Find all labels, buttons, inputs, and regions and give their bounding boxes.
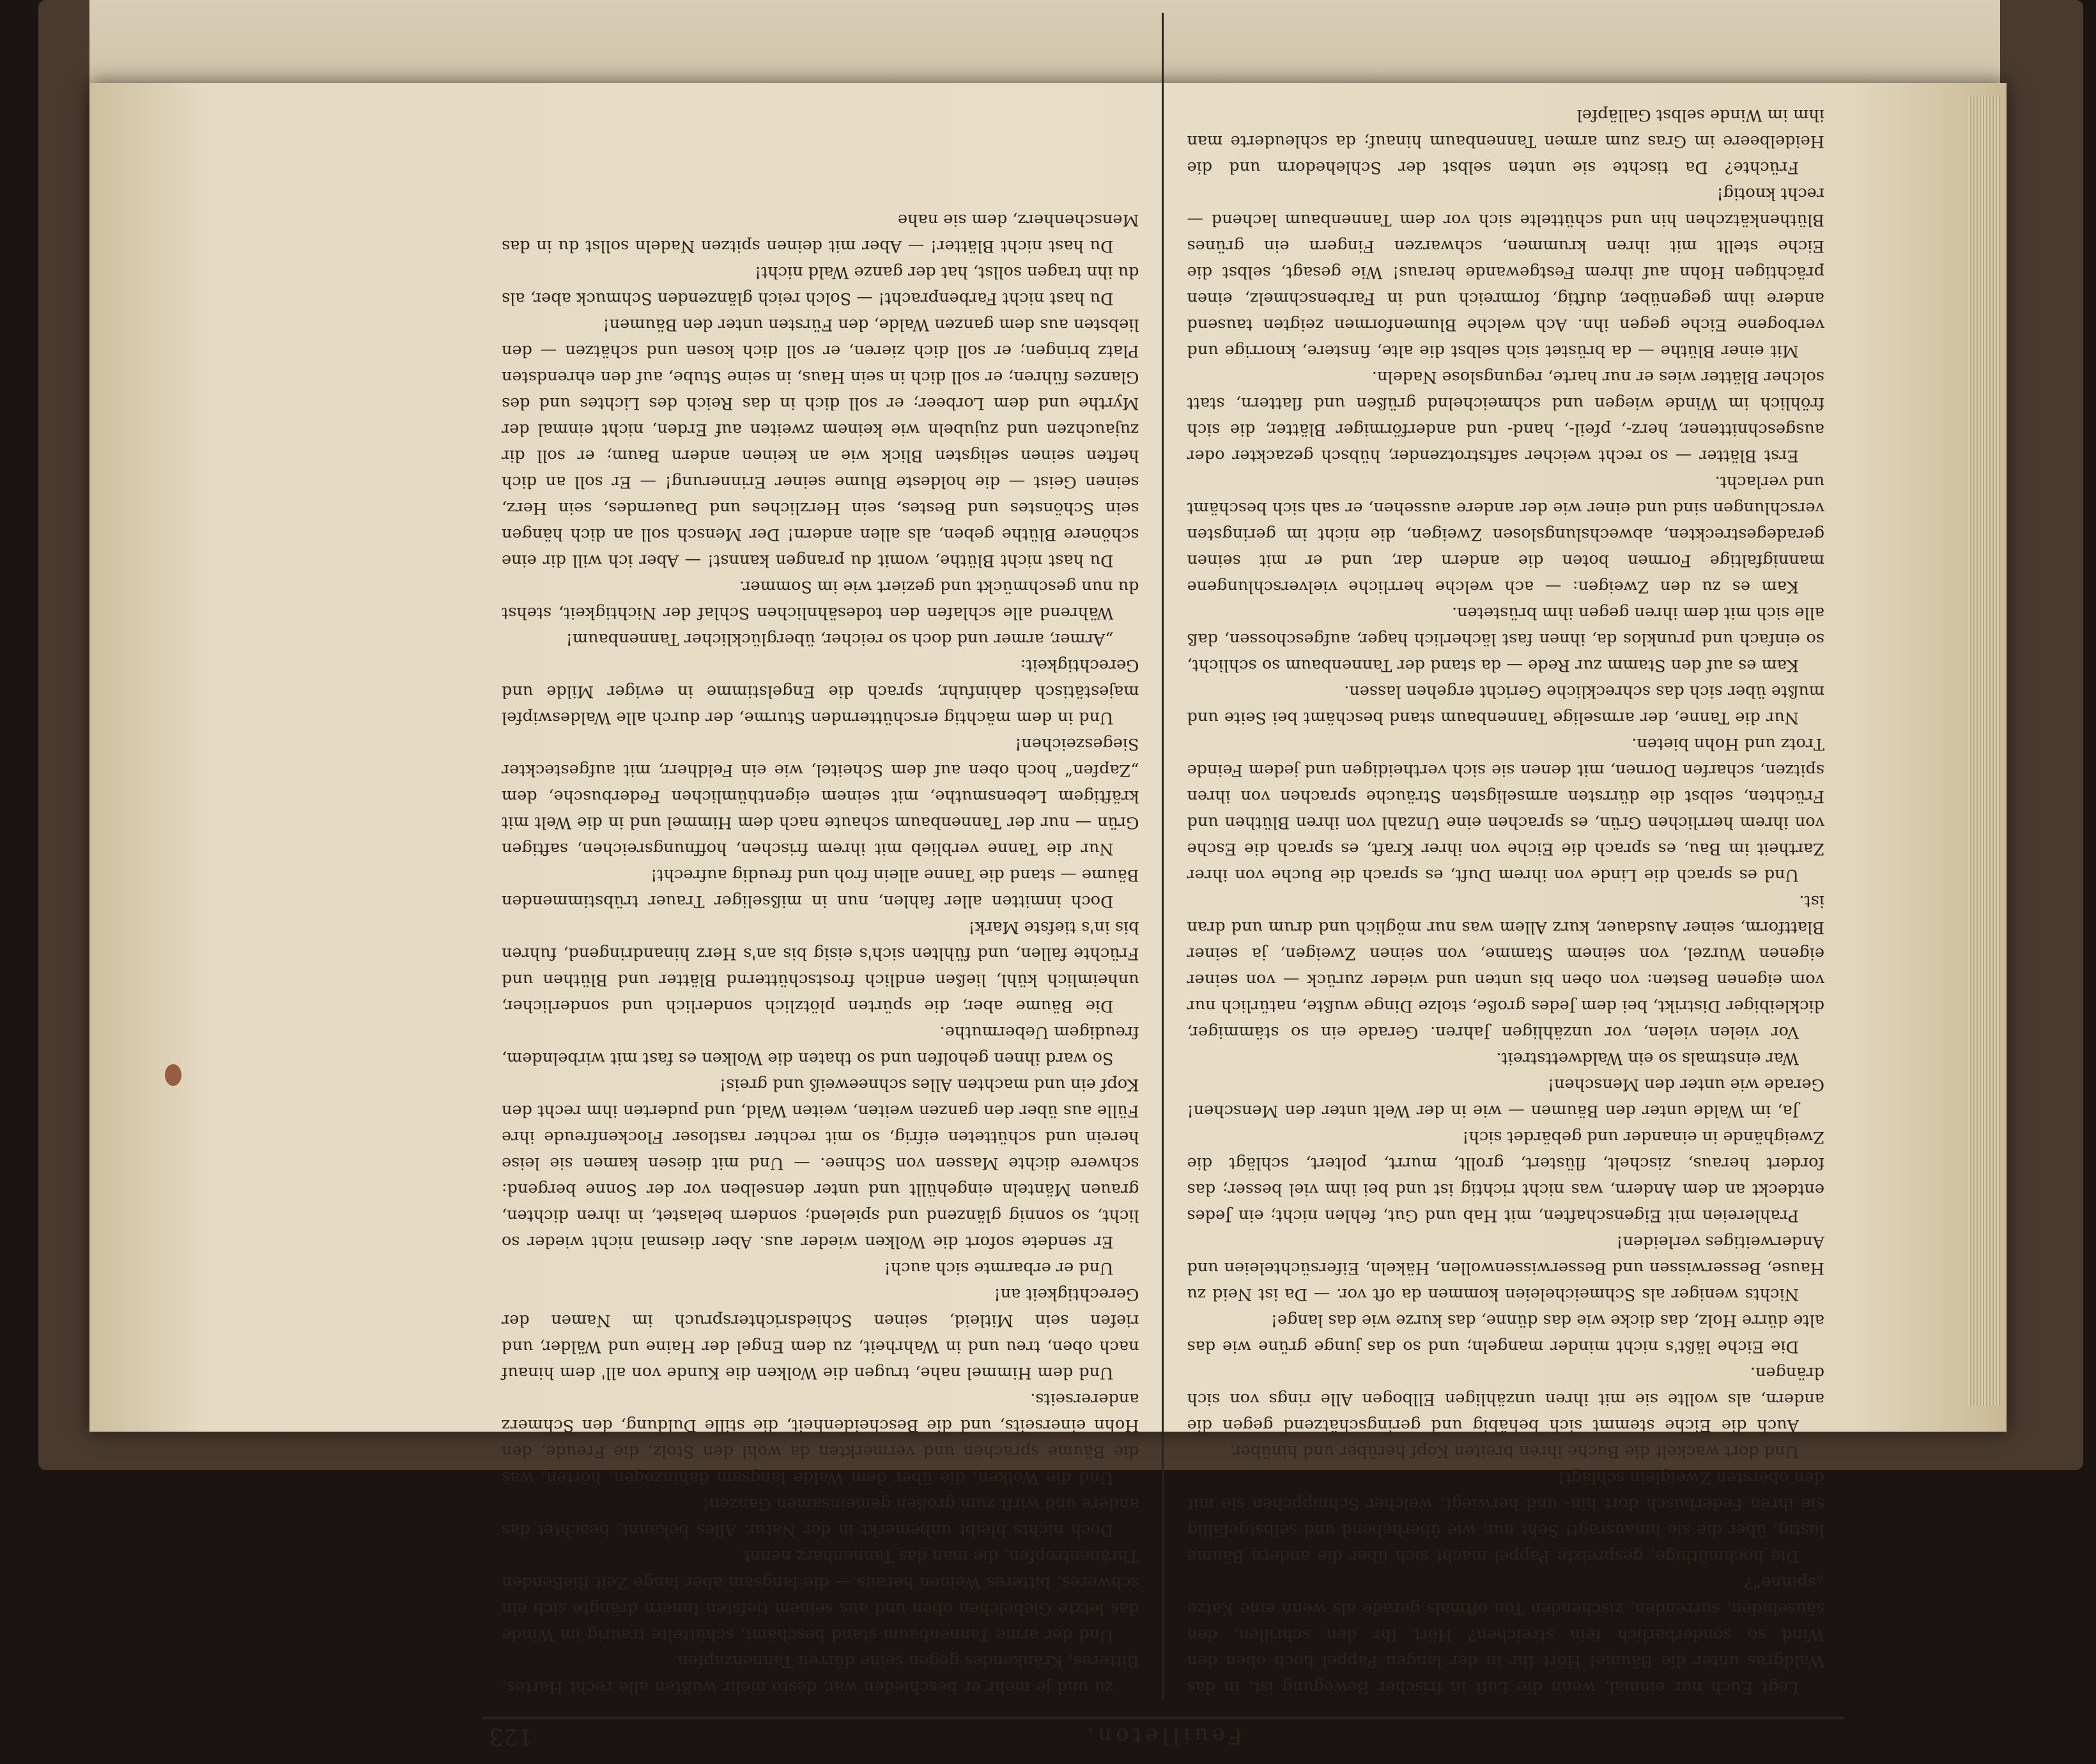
paragraph: Kam es zu den Zweigen: — ach welche herrliche vielverschlungene mannigfaltige Formen boten die andern dar, und er mit seinen geradegestreckten, abwechslungslosen Zweigen, die nicht im geringsten verschlungen sind und einer wie der andere aussehen, er sah sich beschämt und verlacht. — [1187, 472, 1824, 596]
paragraph: Auch die Eiche stemmt sich behäbig und geringschätzend gegen die andern, als wollte sie mit ihren unzähligen Ellbogen Alle rings von sich drängen. — [1187, 1363, 1824, 1435]
paragraph: So ward ihnen geholfen und so thaten die Wolken es fast mit wirbelndem, freudigem Uebermuthe. — [501, 1023, 1139, 1068]
paragraph: Er sendete sofort die Wolken wieder aus. Aber diesmal nicht wieder so licht, so sonnig glänzend und spielend; sondern belastet, in ihren dichten, grauen Mänteln eingehüllt und unter denselben vor der Sonne bergend: schwere dichte Massen von Schnee. — Und mit diesen kamen sie leise herein und schütteten eifrig, so mit rechter rastloser Flockenfreude ihre Fülle aus über den ganzen weiten, weiten Wald, und puderten ihm recht den Kopf ein und machten Alles schneeweiß und greis! — [501, 1075, 1139, 1251]
rotated-page-content — [482, 0, 1844, 1764]
paragraph: Legt Euch nur einmal, wenn die Luft in frischer Bewegung ist, in das Waldgras unter die Bäume! Hört Ihr in der langen Pappel hoch oben den Wind so sonderbarlich fein streichen? Hört Ihr den schrillen, den säuselnden, surrenden, zischenden Ton oftmals gerade als wenn eine Katze „spinne“? — [1187, 1573, 1824, 1697]
page-fore-edge — [1968, 96, 2000, 1406]
ink-stain — [165, 1064, 181, 1086]
paragraph: Mit einer Blüthe — da brüstet sich selbst die alte, finstere, knorrige und verbogene Eiche gegen ihn. Ach welche Blumenformen zeigten tausend andere ihm gegenüber, duftig, formreich und in Farbenschmelz, einen prächtigen Hohn auf ihrem Festgewande heraus! Wie gesagt, selbst die Eiche stellt mit ihren krummen, schwarzen Fingern ein grünes Blüthenkätzchen hin und schüttelte sich vor dem Tannenbaum lachend — recht knotig! — [1187, 184, 1824, 360]
paragraph: Du hast nicht Blätter! — Aber mit deinen spitzen Nadeln sollst du in das Menschenherz, dem sie nahe — [501, 210, 1139, 256]
paragraph: Die Bäume aber, die spürten plötzlich sonderlich und sonderlicher, unheimlich kühl, ließen endlich frostschütternd Blätter und Blüthen und Früchte fallen, und fühlten sich's eisig bis an's Herz hinandringend, fuhren bis in's tiefste Mark! — [501, 918, 1139, 1016]
running-header — [482, 1717, 1844, 1764]
paragraph: Und es sprach die Linde von ihrem Duft, es sprach die Buche von ihrer Zartheit im Bau, es sprach die Eiche von ihrer Kraft, es sprach die Esche von ihrem herrlichen Grün, es sprachen eine Unzahl von ihren Blüthen und Früchten, selbst die dürrsten armseligsten Sträuche sprachen von ihren spitzen, scharfen Dornen, mit denen sie sich vertheidigen und jedem Feinde Trotz und Hohn bieten. — [1187, 734, 1824, 885]
paragraph: War einstmals so ein Waldwettstreit. — [1496, 1049, 1799, 1068]
paragraph: Du hast nicht Blüthe, womit du prangen kannst! — Aber ich will dir eine schönere Blüthe geben, als allen andern! Der Mensch soll an dich hängen sein Schönstes und Bestes, sein Herzliches und Dauerndes, sein Herz, seinen Geist — die holdeste Blume seiner Erinnerung! — Er soll an dich heften seinen seligsten Blick wie an keinen andern Baum; er soll dir zujauchzen und zujubeln wie keinem zweiten auf Erden, nicht einmal der Myrthe und dem Lorbeer; er soll dich in das Reich des Lichtes und des Glanzes führen; er soll dich in sein Haus, in seine Stube, auf den ehrendsten Platz bringen; er soll dich zieren, er soll dich kosen und schätzen — den liebsten aus dem ganzen Walde, den Fürsten unter den Bäumen! — [501, 315, 1139, 570]
left-column — [1167, 13, 1844, 1700]
paragraph: zu und je mehr er beschieden war, desto mehr wußten alle recht Hartes, Bitteres, Kränkendes gegen seine dürren Tannenzapfen. — [501, 1652, 1139, 1697]
paragraph: Doch inmitten aller fahlen, nun in mißseliger Trauer trübstimmenden Bäume — stand die Tanne allein froh und freudig aufrecht! — [501, 865, 1139, 911]
paragraph: Und in dem mächtig erschütternden Sturme, der durch alle Waldeswipfel majestätisch dahinfuhr, sprach die Engelstimme in ewiger Milde und Gerechtigkeit: — [501, 656, 1139, 727]
paragraph: Während alle schlafen den todesähnlichen Schlaf der Nichtigkeit, stehst du nun geschmückt und geziert wie im Sommer. — [501, 577, 1139, 623]
paragraph: Erst Blätter — so recht weicher saftstrotzender, hübsch gezackter oder ausgeschnittener, herz-, pfeil-, hand- und anderförmiger Blätter, die sich fröhlich im Winde wiegen und schmeichelnd grüßen und flattern, statt solcher Blätter wies er nur harte, regungslose Nadeln. — [1187, 368, 1824, 465]
paragraph: Prahlereien mit Eigenschaften, mit Hab und Gut, fehlen nicht; ein Jedes entdeckt an dem Andern, was nicht richtig ist und bei ihm viel besser; das fordert heraus, zischelt, flüstert, grollt, murrt, poltert, schlägt die Zweighände in einander und gebärdet sich! — [1187, 1127, 1824, 1225]
paragraph: Die hochmüthige, gespreizte Pappel macht sich über die andern Bäume lustig, über die sie hinausragt! Seht nur, wie überhebend und selbstgefällig sie ihren Federbusch dort hin- und herwiegt, welcher Schnippchen sie mit den obersten Zweiglein schlägt! — [1187, 1468, 1824, 1566]
paragraph: Doch nichts bleibt unbemerkt in der Natur. Alles bekannt, beachtet das andere und wirft zum großen gemeinsamen Ganzen! — [501, 1494, 1139, 1540]
text-columns — [482, 13, 1844, 1700]
paragraph: Die Eiche läßt's nicht minder mangeln; und so das junge grüne wie das alte dürre Holz, das dicke wie das dünne, das kurze wie das lange! — [1187, 1311, 1824, 1356]
page-number: 123 — [489, 1723, 533, 1749]
paragraph: Früchte? Da tischte sie unten selbst der Schlehedorn und die Heidelbeere im Gras zum armen Tannenbaum hinauf; da schleuderte man ihm im Winde selbst Galläpfel — [1187, 105, 1824, 177]
paragraph: Und er erbarmte sich auch! — [884, 1258, 1114, 1278]
paragraph: Ja, im Walde unter den Bäumen — wie in der Welt unter den Menschen! Gerade wie unter den Menschen! — [1187, 1075, 1824, 1120]
book-page — [89, 83, 2007, 1749]
paragraph: Nichts weniger als Schmeicheleien kommen da oft vor. — Da ist Neid zu Hause, Besserwissen und Besserwissenwollen, Häkeln, Eifersüchteleien und Anderweitiges verleiden! — [1187, 1232, 1824, 1304]
paragraph: Nur die Tanne, der armselige Tannenbaum stand beschämt bei Seite und mußte über sich das schreckliche Gericht ergehen lassen. — [1187, 682, 1824, 727]
paragraph: Kam es auf den Stamm zur Rede — da stand der Tannenbaum so schlicht, so einfach und prunklos da, ihnen fast lächerlich hager, aufgeschossen, daß alle sich mit dem ihren gegen ihm brüsteten. — [1187, 603, 1824, 675]
column-rule — [1162, 13, 1164, 1700]
right-column — [482, 13, 1159, 1700]
paragraph: Nur die Tanne verblieb mit ihrem frischen, hoffnungsreichen, saftigen Grün — nur der Tannenbaum schaute nach dem Himmel und in die Welt mit kräftigem Lebensmuthe, mit seinem eigenthümlichen Federbusche, dem „Zapfen“ hoch oben auf dem Scheitel, wie ein Feldherr, mit aufgesteckter Siegeszeichen! — [501, 734, 1139, 858]
paragraph: „Armer, armer und doch so reicher, überglücklicher Tannenbaum! — [566, 630, 1114, 649]
paragraph: Und die Wolken, die über dem Walde langsam dahinzogen, hörten, was die Bäume sprachen und vermerkten da wohl den Stolz, die Freude, den Hohn einerseits, und die Bescheidenheit, die stille Duldung, den Schmerz andererseits. — [501, 1389, 1139, 1487]
paragraph: Vor vielen vielen, vor unzähligen Jahren. Gerade ein so stämmiger, dickleibiger Distrikt, bei dem Jedes große, stolze Dinge wußte, natürlich nur vom eigenen Besten: von oben bis unten und wieder zurück — von seiner eigenen Wurzel, von seinem Stamme, von seinen Zweigen, ja seiner Blattform, seiner Ausdauer, kurz Allem was nur möglich und drum und dran ist. — [1187, 892, 1824, 1042]
paragraph: Du hast nicht Farbenpracht! — Solch reich glänzenden Schmuck aber, als du ihn tragen sollst, hat der ganze Wald nicht! — [501, 263, 1139, 308]
header-title: Feuilleton. — [1083, 1723, 1243, 1749]
paragraph: Und dem Himmel nahe, trugen die Wolken die Kunde von all' dem hinauf nach oben, treu und in Wahrheit, zu dem Engel der Haine und Wälder, und riefen sein Mitleid, seinen Schiedsrichterspruch im Namen der Gerechtigkeit an! — [501, 1285, 1139, 1382]
paragraph: Und der arme Tannenbaum stand beschämt, schüttelte traurig im Winde das letzte Giebelchen oben und aus seinem tiefsten Innern drängte sich ein schweres, bitteres Weinen heraus — die langsam aber lange Zeit fließenden Thränentropfen, die man das Tannenharz nennt. — [501, 1547, 1139, 1644]
paragraph: Und dort wackelt die Buche ihren breiten Kopf herüber und hinüber. — [1229, 1442, 1799, 1461]
